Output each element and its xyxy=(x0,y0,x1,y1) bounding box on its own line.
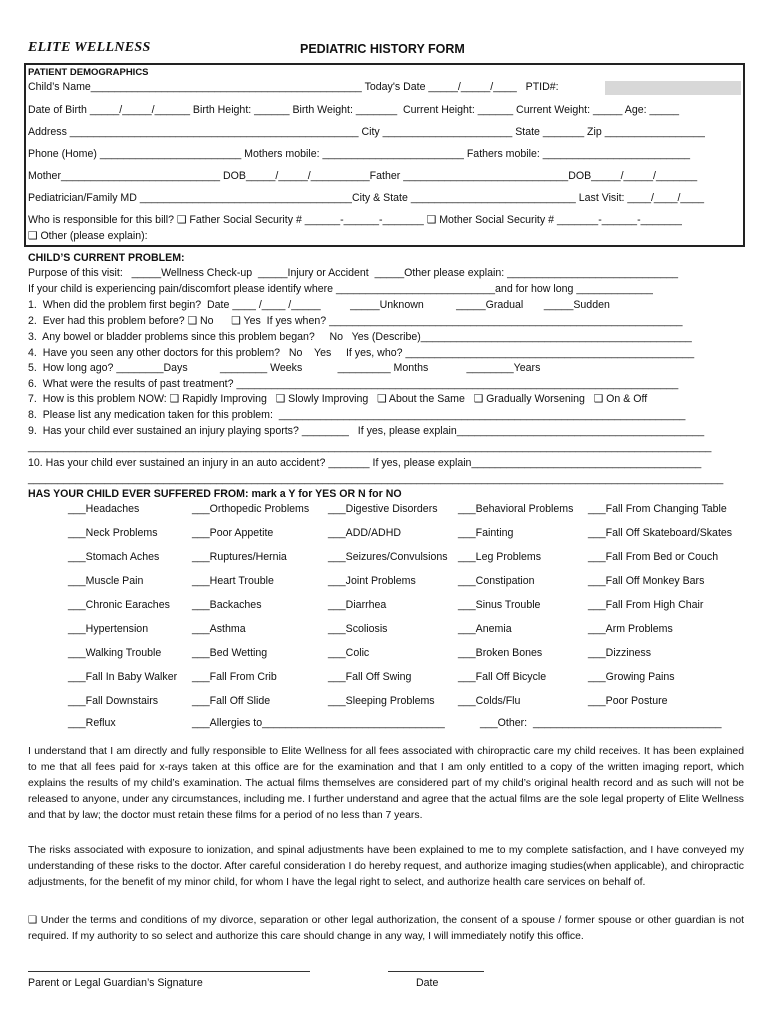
pain-location-line[interactable]: If your child is experiencing pain/discomfort please identify where ___________________________and for how long _____________ xyxy=(28,283,653,295)
condition-item[interactable]: ___Chronic Earaches xyxy=(68,599,170,611)
condition-item[interactable]: ___Heart Trouble xyxy=(192,575,274,587)
condition-reflux[interactable]: ___Reflux xyxy=(68,717,116,729)
condition-item[interactable]: ___Fall Off Swing xyxy=(328,671,412,683)
condition-item[interactable]: ___Scoliosis xyxy=(328,623,388,635)
question-9-continuation[interactable]: ____________________________________________________________________________________________________________________ xyxy=(28,441,712,453)
question-4[interactable]: 4. Have you seen any other doctors for this problem? No Yes If yes, who? _________________________________________________ xyxy=(28,347,695,359)
date-label: Date xyxy=(416,977,439,989)
condition-item[interactable]: ___Fall Off Monkey Bars xyxy=(588,575,705,587)
condition-item[interactable]: ___Muscle Pain xyxy=(68,575,144,587)
condition-item[interactable]: ___Fainting xyxy=(458,527,514,539)
condition-item[interactable]: ___Fall From Crib xyxy=(192,671,277,683)
phone-line[interactable]: Phone (Home) ________________________ Mothers mobile: ________________________ Fathers mobile: _________________________ xyxy=(28,148,691,160)
billing-other-line[interactable]: ❑ Other (please explain): xyxy=(28,230,148,242)
condition-item[interactable]: ___Constipation xyxy=(458,575,535,587)
question-5[interactable]: 5. How long ago? ________Days ________ Weeks _________ Months ________Years xyxy=(28,362,541,374)
condition-item[interactable]: ___ADD/ADHD xyxy=(328,527,402,539)
question-10-continuation[interactable]: ______________________________________________________________________________________________________________________ xyxy=(28,473,724,485)
question-7[interactable]: 7. How is this problem NOW: ❑ Rapidly Improving ❑ Slowly Improving ❑ About the Same ❑ Gradually Worsening ❑ On & Off xyxy=(28,393,648,405)
condition-item[interactable]: ___Sinus Trouble xyxy=(458,599,541,611)
signature-label: Parent or Legal Guardian’s Signature xyxy=(28,977,203,989)
condition-item[interactable]: ___Digestive Disorders xyxy=(328,503,438,515)
condition-item[interactable]: ___Diarrhea xyxy=(328,599,387,611)
condition-allergies[interactable]: ___Allergies to_______________________________ xyxy=(192,717,445,729)
question-8[interactable]: 8. Please list any medication taken for this problem: _____________________________________________________________________ xyxy=(28,409,686,421)
condition-item[interactable]: ___Headaches xyxy=(68,503,140,515)
condition-item[interactable]: ___Bed Wetting xyxy=(192,647,268,659)
financial-responsibility-paragraph: I understand that I am directly and fully responsible to Elite Wellness for all fees associated with chiropractic care my child receives. It has been explained to me that all fees paid for x-rays taken at this office are for the examination and that I am only entitled to a copy of the written imaging report, which explains the results of my child’s examination. The actual films themselves are considered part of my child’s original health record and as such will not be released to anyone, under any circumstances, including me. I further understand and agree that the actual films are the sole legal property of Elite Wellness and that by law; the doctor must retain these films for a period of no less than 7 years. xyxy=(28,746,744,821)
birth-info-line[interactable]: Date of Birth _____/_____/______ Birth Height: ______ Birth Weight: _______ Current Height: ______ Current Weight: _____ Age: _____ xyxy=(28,104,679,116)
billing-line[interactable]: Who is responsible for this bill? ❑ Father Social Security # ______-______-_______ ❑ Mother Social Security # _______-______-_______ xyxy=(28,214,682,226)
condition-item[interactable]: ___Fall Off Slide xyxy=(192,695,271,707)
condition-item[interactable]: ___Fall From High Chair xyxy=(588,599,704,611)
parents-line[interactable]: Mother___________________________ DOB_____/_____/__________Father ____________________________DOB_____/_____/_______ xyxy=(28,170,698,182)
condition-item[interactable]: ___Colds/Flu xyxy=(458,695,521,707)
condition-item[interactable]: ___Leg Problems xyxy=(458,551,542,563)
condition-item[interactable]: ___Ruptures/Hernia xyxy=(192,551,287,563)
condition-item[interactable]: ___Broken Bones xyxy=(458,647,543,659)
purpose-line[interactable]: Purpose of this visit: _____Wellness Check-up _____Injury or Accident _____Other please explain: _____________________________ xyxy=(28,267,679,279)
demographics-heading: PATIENT DEMOGRAPHICS xyxy=(28,67,149,78)
signature-line[interactable] xyxy=(28,971,310,972)
condition-item[interactable]: ___Walking Trouble xyxy=(68,647,162,659)
condition-item[interactable]: ___Poor Posture xyxy=(588,695,668,707)
condition-item[interactable]: ___Hypertension xyxy=(68,623,149,635)
condition-item[interactable]: ___Sleeping Problems xyxy=(328,695,435,707)
question-9[interactable]: 9. Has your child ever sustained an injury playing sports? ________ If yes, please explain__________________________________________ xyxy=(28,425,705,437)
condition-item[interactable]: ___Fall Off Bicycle xyxy=(458,671,547,683)
question-1[interactable]: 1. When did the problem first begin? Date ____ /____ /_____ _____Unknown _____Gradual _____Sudden xyxy=(28,299,610,311)
date-line[interactable] xyxy=(388,971,484,972)
condition-item[interactable]: ___Behavioral Problems xyxy=(458,503,574,515)
condition-item[interactable]: ___Fall From Changing Table xyxy=(588,503,727,515)
condition-item[interactable]: ___Fall From Bed or Couch xyxy=(588,551,719,563)
question-2[interactable]: 2. Ever had this problem before? ❑ No ❑ Yes If yes when? ____________________________________________________________ xyxy=(28,315,683,327)
condition-item[interactable]: ___Dizziness xyxy=(588,647,652,659)
ptid-field[interactable] xyxy=(605,81,741,95)
condition-item[interactable]: ___Growing Pains xyxy=(588,671,675,683)
risk-consent-paragraph: The risks associated with exposure to ionization, and spinal adjustments have been explained to me to my complete satisfaction, and I have conveyed my understanding of these risks to the doctor. After careful consideration I do hereby request, and authorize imaging studies(when applicable), and chiropractic adjustments, for the benefit of my minor child, for whom I have the legal right to select, and authorize health care services on behalf of. xyxy=(28,845,744,888)
history-heading: HAS YOUR CHILD EVER SUFFERED FROM: mark a Y for YES OR N for NO xyxy=(28,488,402,500)
child-name-line[interactable]: Child’s Name______________________________________________ Today's Date _____/_____/____ PTID#: xyxy=(28,81,559,93)
condition-item[interactable]: ___Joint Problems xyxy=(328,575,416,587)
condition-other[interactable]: ___Other: ________________________________ xyxy=(480,717,722,729)
condition-item[interactable]: ___Asthma xyxy=(192,623,246,635)
question-3[interactable]: 3. Any bowel or bladder problems since this problem began? No Yes (Describe)______________________________________________ xyxy=(28,331,692,343)
condition-item[interactable]: ___Colic xyxy=(328,647,370,659)
condition-item[interactable]: ___Fall In Baby Walker xyxy=(68,671,178,683)
condition-item[interactable]: ___Arm Problems xyxy=(588,623,673,635)
condition-item[interactable]: ___Neck Problems xyxy=(68,527,158,539)
address-line[interactable]: Address _________________________________________________ City ______________________ State _______ Zip _________________ xyxy=(28,126,705,138)
condition-item[interactable]: ___Fall Off Skateboard/Skates xyxy=(588,527,733,539)
condition-item[interactable]: ___Fall Downstairs xyxy=(68,695,159,707)
condition-item[interactable]: ___Anemia xyxy=(458,623,512,635)
condition-item[interactable]: ___Orthopedic Problems xyxy=(192,503,310,515)
condition-item[interactable]: ___Backaches xyxy=(192,599,262,611)
question-10[interactable]: 10. Has your child ever sustained an injury in an auto accident? _______ If yes, please explain_______________________________________ xyxy=(28,457,702,469)
guardian-authority-paragraph[interactable]: ❑ Under the terms and conditions of my divorce, separation or other legal authorization, the consent of a spouse / former spouse or other guardian is not required. If my authority to so select and authorize this care should change in any way, I will immediately notify this office. xyxy=(28,915,744,942)
condition-item[interactable]: ___Poor Appetite xyxy=(192,527,274,539)
form-title: PEDIATRIC HISTORY FORM xyxy=(300,42,465,56)
logo: ELITE WELLNESS xyxy=(28,40,151,55)
current-problem-heading: CHILD’S CURRENT PROBLEM: xyxy=(28,252,185,264)
pediatrician-line[interactable]: Pediatrician/Family MD ____________________________________City & State ____________________________ Last Visit: ____/____/____ xyxy=(28,192,705,204)
question-6[interactable]: 6. What were the results of past treatment? ___________________________________________________________________________ xyxy=(28,378,679,390)
condition-item[interactable]: ___Seizures/Convulsions xyxy=(328,551,448,563)
condition-item[interactable]: ___Stomach Aches xyxy=(68,551,160,563)
